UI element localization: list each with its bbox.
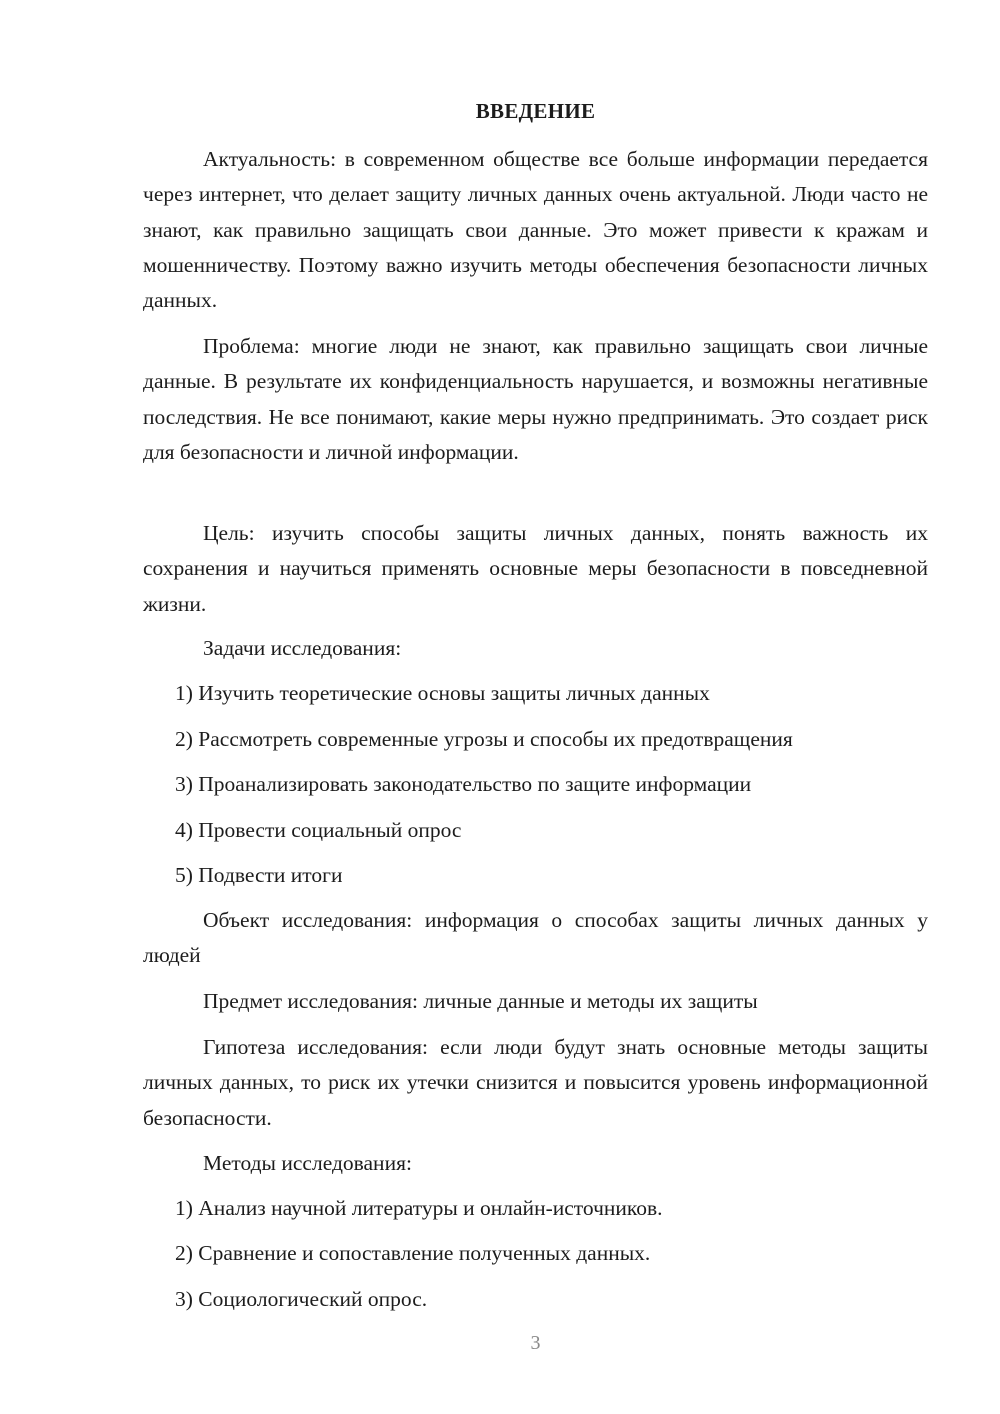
paragraph-goal: Цель: изучить способы защиты личных данных, понять важность их сохранения и научиться применять основные меры безопасности в повседневной жизни. <box>143 521 928 616</box>
paragraph-relevance: Актуальность: в современном обществе все больше информации передается через интернет, что делает защиту личных данных очень актуальной. Люди часто не знают, как правильно защищать свои данные. Это может привести к кражам и мошенничеству. Поэтому важно изучить методы обеспечения безопасности личных данных. <box>143 147 928 313</box>
section-title: ВВЕДЕНИЕ <box>475 99 596 123</box>
method-item: 1) Анализ научной литературы и онлайн-источников. <box>175 1196 663 1220</box>
method-item: 2) Сравнение и сопоставление полученных данных. <box>175 1241 651 1265</box>
paragraph-problem: Проблема: многие люди не знают, как правильно защищать свои личные данные. В результате их конфиденциальность нарушается, и возможны негативные последствия. Не все понимают, какие меры нужно предпринимать. Это создает риск для безопасности и личной информации. <box>143 334 928 464</box>
paragraph-hypothesis: Гипотеза исследования: если люди будут знать основные методы защиты личных данных, то риск их утечки снизится и повысится уровень информационной безопасности. <box>143 1035 928 1130</box>
task-item: 1) Изучить теоретические основы защиты личных данных <box>175 681 710 705</box>
paragraph-subject: Предмет исследования: личные данные и методы их защиты <box>203 989 758 1013</box>
method-item: 3) Социологический опрос. <box>175 1287 428 1311</box>
methods-heading: Методы исследования: <box>203 1151 412 1175</box>
task-item: 5) Подвести итоги <box>175 863 343 887</box>
task-item: 2) Рассмотреть современные угрозы и способы их предотвращения <box>175 727 793 751</box>
task-item: 4) Провести социальный опрос <box>175 818 462 842</box>
task-item: 3) Проанализировать законодательство по защите информации <box>175 772 752 796</box>
paragraph-object: Объект исследования: информация о способах защиты личных данных у людей <box>143 908 928 968</box>
tasks-heading: Задачи исследования: <box>203 636 402 660</box>
page-number: 3 <box>530 1332 541 1354</box>
